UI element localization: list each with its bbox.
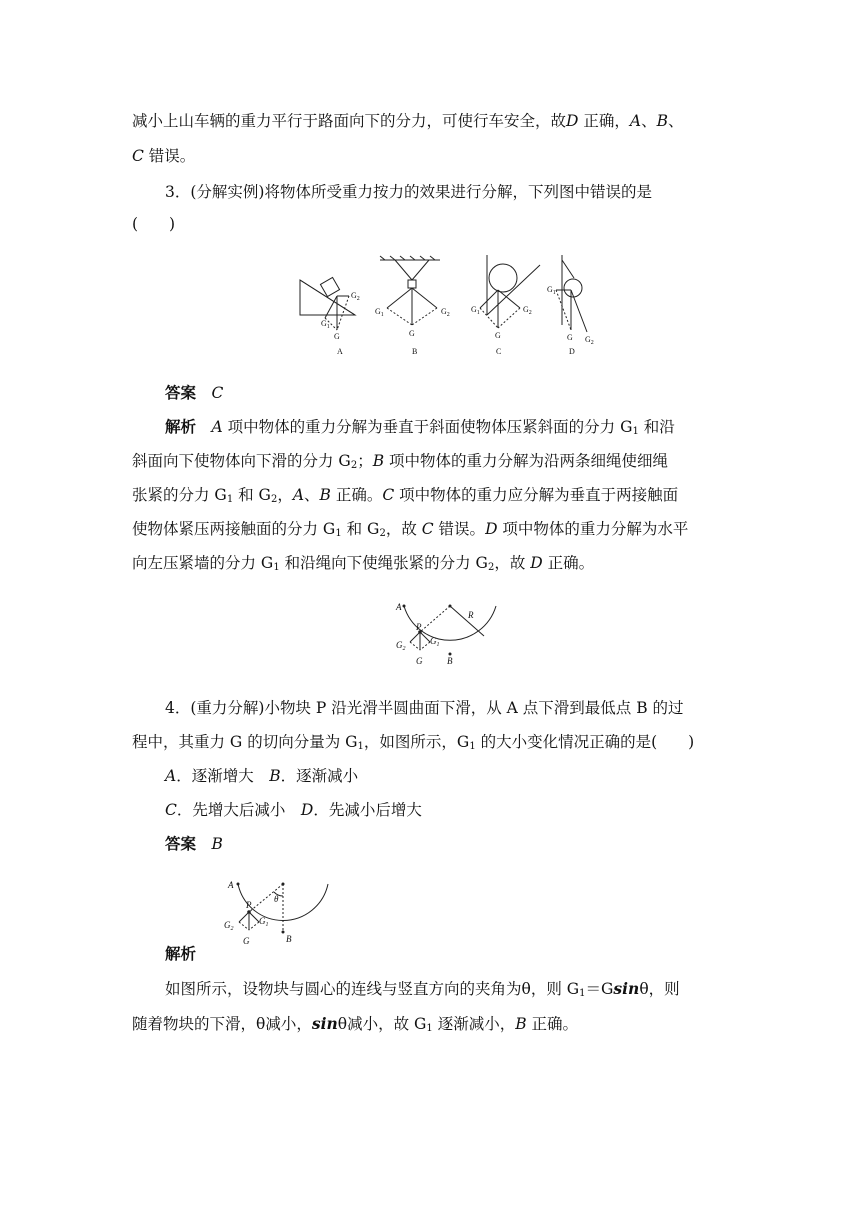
subscript: 2 bbox=[270, 494, 278, 505]
text: A bbox=[211, 418, 223, 436]
text: 和沿 bbox=[638, 418, 675, 436]
label-theta: θ bbox=[274, 894, 279, 904]
text: ， bbox=[277, 486, 293, 504]
subscript: 1 bbox=[335, 528, 342, 539]
text: ； bbox=[357, 452, 373, 470]
q3-analysis-line-3 bbox=[132, 484, 678, 511]
analysis-label: 解析 bbox=[165, 944, 197, 963]
analysis-label: 解析 bbox=[165, 417, 197, 436]
answer-value: B bbox=[211, 835, 223, 853]
question-number: 4． bbox=[165, 699, 191, 717]
subscript: 1 bbox=[273, 562, 280, 573]
semicircle-figure-1 bbox=[392, 598, 502, 673]
label-B: B bbox=[447, 656, 453, 666]
option-text: ．逐渐增大 bbox=[176, 767, 254, 785]
subscript: 1 bbox=[226, 494, 234, 505]
label-G2: $G_2$ bbox=[523, 305, 532, 316]
subscript: 2 bbox=[487, 562, 495, 573]
subscript: 1 bbox=[469, 741, 476, 752]
fig-label-C: C bbox=[496, 347, 502, 356]
q4-analysis-line-2 bbox=[132, 1013, 578, 1040]
option-label: A bbox=[165, 767, 177, 785]
text: 、 bbox=[641, 112, 657, 130]
label-G1: $G_1$ bbox=[471, 305, 480, 316]
answer-value: C bbox=[211, 384, 224, 402]
text: sin bbox=[311, 1014, 338, 1033]
text: D bbox=[530, 554, 543, 572]
text: 、 bbox=[668, 112, 684, 130]
text: 项中物体的重力分解为水平 bbox=[497, 520, 689, 538]
label-G: G bbox=[567, 333, 573, 342]
text: 正确。 bbox=[330, 486, 383, 504]
text: C bbox=[421, 520, 434, 538]
label-G1: $G_1$ bbox=[375, 307, 384, 318]
text: 项中物体的重力分解为沿两条细绳使细绳 bbox=[384, 452, 669, 470]
text: C bbox=[132, 147, 144, 165]
label-R: R bbox=[468, 610, 474, 620]
answer-label: 答案 bbox=[165, 383, 197, 402]
label-G1: $G_1$ bbox=[321, 319, 330, 330]
text: θ减小，故 G bbox=[337, 1015, 427, 1033]
option-text: ．先增大后减小 bbox=[176, 801, 286, 819]
text: 张紧的分力 G bbox=[132, 486, 227, 504]
text: B bbox=[656, 112, 668, 130]
label-G1: $G_1$ bbox=[547, 285, 556, 296]
q3-analysis-line-4 bbox=[132, 518, 688, 545]
semicircle-figure-2 bbox=[222, 876, 332, 946]
subscript: 1 bbox=[632, 426, 639, 437]
fig-label-A: A bbox=[337, 347, 343, 356]
q3-figure bbox=[295, 250, 605, 365]
label-A: A bbox=[396, 602, 402, 612]
q3-stem bbox=[165, 181, 652, 203]
fig-label-D: D bbox=[569, 347, 575, 356]
label-G2: $G_2$ bbox=[441, 307, 450, 318]
subscript: 1 bbox=[579, 988, 586, 999]
text-line-2 bbox=[132, 145, 195, 167]
text: 错误。 bbox=[143, 147, 196, 165]
q3-paren bbox=[132, 213, 175, 235]
text: θ，则 bbox=[639, 980, 680, 998]
text: 和沿绳向下使绳张紧的分力 G bbox=[279, 554, 488, 572]
text: 正确， bbox=[578, 112, 630, 130]
option-label: D bbox=[300, 801, 314, 819]
subscript: 1 bbox=[426, 1023, 433, 1034]
text: 错误。 bbox=[433, 520, 486, 538]
text: 逐渐减小， bbox=[432, 1015, 516, 1033]
q4-stem-line-2 bbox=[132, 731, 694, 758]
q3-analysis-line-1 bbox=[165, 416, 675, 443]
label-G: G bbox=[416, 656, 423, 666]
q4-analysis-line-1 bbox=[165, 978, 680, 1005]
text: 项中物体的重力应分解为垂直于两接触面 bbox=[394, 486, 679, 504]
label-G2: $G_2$ bbox=[351, 291, 360, 302]
label-G2: $G_2$ bbox=[585, 335, 594, 346]
text: 程中，其重力 G 的切向分量为 G bbox=[132, 733, 358, 751]
option-label: C bbox=[165, 801, 177, 819]
text: 和 G bbox=[341, 520, 380, 538]
text: 随着物块的下滑，θ减小， bbox=[132, 1015, 312, 1033]
q3-answer bbox=[165, 382, 223, 404]
text: 减小上山车辆的重力平行于路面向下的分力，可使行车安全，故 bbox=[132, 112, 567, 130]
text: D bbox=[566, 112, 579, 130]
q4-stem-line-1 bbox=[165, 697, 684, 719]
text: ，如图所示，G bbox=[363, 733, 470, 751]
text: 的大小变化情况正确的是( ) bbox=[475, 733, 695, 751]
text: 如图所示，设物块与圆心的连线与竖直方向的夹角为θ，则 G bbox=[165, 980, 580, 998]
label-P: P bbox=[246, 900, 252, 910]
answer-label: 答案 bbox=[165, 834, 197, 853]
text: D bbox=[485, 520, 498, 538]
text: ，故 bbox=[385, 520, 422, 538]
label-G1: $G_1$ bbox=[430, 636, 440, 648]
subscript: 2 bbox=[379, 528, 386, 539]
q3-analysis-line-5 bbox=[132, 552, 594, 579]
q4-answer bbox=[165, 833, 223, 855]
text: A bbox=[292, 486, 305, 504]
label-G: G bbox=[243, 936, 250, 946]
question-number: 3． bbox=[165, 183, 191, 201]
text: 正确。 bbox=[542, 554, 595, 572]
text: ，故 bbox=[494, 554, 531, 572]
text: C bbox=[382, 486, 395, 504]
option-label: B bbox=[269, 767, 281, 785]
text: B bbox=[319, 486, 331, 504]
q4-analysis-label-line bbox=[165, 943, 196, 965]
label-G: G bbox=[409, 329, 415, 338]
fig-label-B: B bbox=[412, 347, 418, 356]
subscript: 2 bbox=[350, 460, 358, 471]
subscript: 1 bbox=[357, 741, 364, 752]
text: 和 G bbox=[233, 486, 271, 504]
text: ＝G bbox=[585, 980, 614, 998]
text: 向左压紧墙的分力 G bbox=[132, 554, 274, 572]
text: 、 bbox=[304, 486, 320, 504]
text: 项中物体的重力分解为垂直于斜面使物体压紧斜面的分力 G bbox=[222, 418, 633, 436]
label-G1: $G_1$ bbox=[259, 916, 269, 928]
label-G: G bbox=[334, 332, 340, 341]
label-B: B bbox=[286, 934, 292, 944]
label-G: G bbox=[495, 331, 501, 340]
text: sin bbox=[613, 979, 640, 998]
question-text: (分解实例)将物体所受重力按力的效果进行分解，下列图中错误的是 bbox=[190, 183, 652, 201]
q4-options-cd bbox=[165, 799, 422, 821]
q4-options-ab bbox=[165, 765, 358, 787]
text: 斜面向下使物体向下滑的分力 G bbox=[132, 452, 351, 470]
label-G2: $G_2$ bbox=[224, 920, 234, 932]
label-P: P bbox=[416, 622, 422, 632]
label-A: A bbox=[228, 880, 234, 890]
question-text: (重力分解)小物块 P 沿光滑半圆曲面下滑，从 A 点下滑到最低点 B 的过 bbox=[190, 699, 684, 717]
answer-blank: ( ) bbox=[132, 215, 176, 233]
text: 正确。 bbox=[526, 1015, 579, 1033]
option-text: ．逐渐减小 bbox=[280, 767, 359, 785]
text: B bbox=[515, 1015, 527, 1033]
text: 使物体紧压两接触面的分力 G bbox=[132, 520, 336, 538]
text-line-1 bbox=[132, 110, 684, 132]
label-G2: $G_2$ bbox=[396, 640, 406, 652]
text: A bbox=[629, 112, 642, 130]
option-text: ．先减小后增大 bbox=[313, 801, 422, 819]
q3-analysis-line-2 bbox=[132, 450, 668, 477]
text: B bbox=[372, 452, 385, 470]
